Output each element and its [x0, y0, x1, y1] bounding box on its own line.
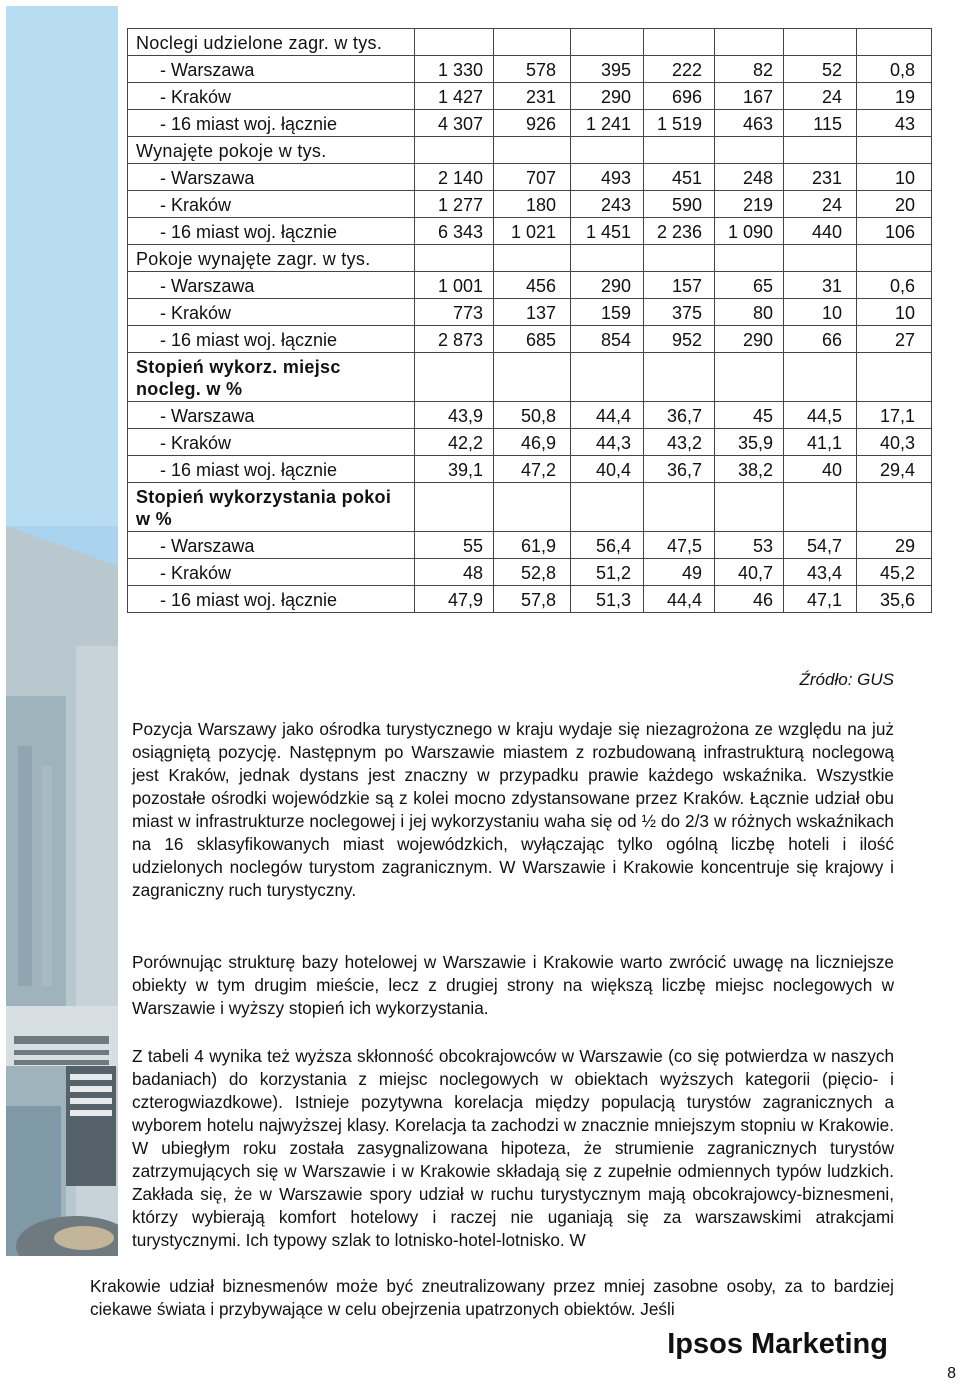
row-label: - Kraków — [128, 299, 415, 326]
table-cell: 24 — [784, 191, 857, 218]
table-row — [128, 326, 932, 353]
empty-cell — [857, 353, 932, 402]
empty-cell — [644, 353, 715, 402]
source-note: Źródło: GUS — [799, 670, 894, 689]
table-cell: 231 — [784, 164, 857, 191]
table-cell: 36,7 — [644, 402, 715, 429]
row-label: - Kraków — [128, 429, 415, 456]
table-row — [128, 429, 932, 456]
table-cell: 578 — [494, 56, 571, 83]
section-title: Pokoje wynajęte zagr. w tys. — [128, 245, 415, 272]
empty-cell — [571, 353, 644, 402]
empty-cell — [784, 245, 857, 272]
empty-cell — [415, 483, 494, 532]
row-label: - 16 miast woj. łącznie — [128, 110, 415, 137]
table-row — [128, 402, 932, 429]
table-cell: 43 — [857, 110, 932, 137]
section-title: Noclegi udzielone zagr. w tys. — [128, 29, 415, 56]
table-section-header — [128, 137, 932, 164]
table-cell: 44,4 — [571, 402, 644, 429]
table-cell: 1 241 — [571, 110, 644, 137]
table-cell: 159 — [571, 299, 644, 326]
table-cell: 27 — [857, 326, 932, 353]
table-cell: 1 519 — [644, 110, 715, 137]
table-cell: 40,4 — [571, 456, 644, 483]
table-row — [128, 559, 932, 586]
table-cell: 47,1 — [784, 586, 857, 613]
table-cell: 43,4 — [784, 559, 857, 586]
table-cell: 52 — [784, 56, 857, 83]
table-cell: 6 343 — [415, 218, 494, 245]
table-row — [128, 299, 932, 326]
table-section-header — [128, 245, 932, 272]
table-row — [128, 191, 932, 218]
empty-cell — [715, 353, 784, 402]
table-cell: 42,2 — [415, 429, 494, 456]
table-row — [128, 56, 932, 83]
table-cell: 685 — [494, 326, 571, 353]
table-cell: 707 — [494, 164, 571, 191]
table-cell: 1 427 — [415, 83, 494, 110]
table-cell: 395 — [571, 56, 644, 83]
table-cell: 44,3 — [571, 429, 644, 456]
table-cell: 696 — [644, 83, 715, 110]
table-cell: 44,5 — [784, 402, 857, 429]
table-cell: 40,7 — [715, 559, 784, 586]
table-cell: 45 — [715, 402, 784, 429]
row-label: - 16 miast woj. łącznie — [128, 326, 415, 353]
empty-cell — [784, 137, 857, 164]
table-cell: 48 — [415, 559, 494, 586]
empty-cell — [571, 137, 644, 164]
table-row — [128, 586, 932, 613]
empty-cell — [415, 245, 494, 272]
empty-cell — [644, 483, 715, 532]
empty-cell — [415, 137, 494, 164]
empty-cell — [857, 483, 932, 532]
table-cell: 17,1 — [857, 402, 932, 429]
table-cell: 290 — [571, 272, 644, 299]
table-cell: 180 — [494, 191, 571, 218]
table-cell: 53 — [715, 532, 784, 559]
table-cell: 590 — [644, 191, 715, 218]
table-cell: 222 — [644, 56, 715, 83]
table-cell: 1 330 — [415, 56, 494, 83]
section-title: Wynajęte pokoje w tys. — [128, 137, 415, 164]
table-cell: 0,6 — [857, 272, 932, 299]
table-cell: 47,2 — [494, 456, 571, 483]
empty-cell — [715, 483, 784, 532]
row-label: - Kraków — [128, 559, 415, 586]
table-cell: 55 — [415, 532, 494, 559]
table-section-header — [128, 483, 932, 532]
empty-cell — [857, 245, 932, 272]
table-row — [128, 110, 932, 137]
table-cell: 926 — [494, 110, 571, 137]
paragraph-1: Pozycja Warszawy jako ośrodka turystycznego w kraju wydaje się niezagrożona ze względu na już osiągniętą pozycję. Następnym po Warszawie miastem z rozbudowaną infrastrukturą noclegową jest Kraków, jednak dystans jest znaczny w przypadku prawie każdego wskaźnika. Wszystkie pozostałe ośrodki wojewódzkie są z kolei mocno zdystansowane przez Kraków. Łącznie udział obu miast w infrastrukturze noclegowej i jej wykorzystaniu waha się od ½ do 2/3 w różnych wskaźnikach na 16 sklasyfikowanych miast wojewódzkich, wyłączając tylko ogólną liczbę hoteli i ilość udzielonych noclegów turystom zagranicznym. W Warszawie i Krakowie koncentruje się krajowy i zagraniczny ruch turystyczny. — [132, 719, 894, 900]
table-cell: 19 — [857, 83, 932, 110]
table-cell: 10 — [857, 299, 932, 326]
table-cell: 54,7 — [784, 532, 857, 559]
row-label: - 16 miast woj. łącznie — [128, 586, 415, 613]
empty-cell — [494, 245, 571, 272]
empty-cell — [644, 137, 715, 164]
table-cell: 20 — [857, 191, 932, 218]
table-cell: 0,8 — [857, 56, 932, 83]
table-cell: 451 — [644, 164, 715, 191]
empty-cell — [784, 353, 857, 402]
table-cell: 44,4 — [644, 586, 715, 613]
table-cell: 463 — [715, 110, 784, 137]
empty-cell — [857, 29, 932, 56]
empty-cell — [571, 245, 644, 272]
table-cell: 2 236 — [644, 218, 715, 245]
paragraph-4: Krakowie udział biznesmenów może być zneutralizowany przez mniej zasobne osoby, za to bardziej ciekawe świata i przybywające w celu obejrzenia upatrzonych obiektów. Jeśli — [90, 1276, 894, 1319]
table-cell: 2 140 — [415, 164, 494, 191]
paragraph-3: Z tabeli 4 wynika też wyższa skłonność obcokrajowców w Warszawie (co się potwierdza w naszych badaniach) do korzystania z miejsc noclegowych w obiektach wyższych kategorii (pięcio- i czterogwiazdkowe). Istnieje pozytywna korelacja między populacją turystów zagranicznych a wyborem hotelu najwyższej klasy. Korelacja ta zachodzi w znacznie mniejszym stopniu w Krakowie. W ubiegłym roku została zasygnalizowana hipoteza, że strumienie zagranicznych turystów zatrzymujących się w Warszawie i w Krakowie składają się z zupełnie odmiennych typów ludzkich. Zakłada się, że w Warszawie spory udział w ruchu turystycznym mają obcokrajowcy-biznesmeni, którzy wybierają komfort hotelowy i raczej nie uganiają się za warszawskimi atrakcjami turystycznymi. Ich typowy szlak to lotnisko-hotel-lotnisko. W — [132, 1046, 894, 1250]
table-row — [128, 83, 932, 110]
table-cell: 456 — [494, 272, 571, 299]
table-cell: 493 — [571, 164, 644, 191]
statistics-table — [127, 28, 932, 613]
table-cell: 243 — [571, 191, 644, 218]
table-cell: 248 — [715, 164, 784, 191]
table-cell: 231 — [494, 83, 571, 110]
empty-cell — [715, 245, 784, 272]
table-cell: 40,3 — [857, 429, 932, 456]
table-cell: 290 — [715, 326, 784, 353]
empty-cell — [571, 483, 644, 532]
empty-cell — [784, 483, 857, 532]
table-section-header — [128, 353, 932, 402]
table-row — [128, 456, 932, 483]
empty-cell — [784, 29, 857, 56]
table-cell: 66 — [784, 326, 857, 353]
table-row — [128, 218, 932, 245]
table-cell: 39,1 — [415, 456, 494, 483]
table-cell: 854 — [571, 326, 644, 353]
row-label: - 16 miast woj. łącznie — [128, 218, 415, 245]
empty-cell — [644, 29, 715, 56]
table-cell: 56,4 — [571, 532, 644, 559]
table-cell: 40 — [784, 456, 857, 483]
table-cell: 57,8 — [494, 586, 571, 613]
table-row — [128, 532, 932, 559]
table-cell: 38,2 — [715, 456, 784, 483]
page-number: 8 — [947, 1365, 956, 1382]
table-cell: 219 — [715, 191, 784, 218]
table-cell: 24 — [784, 83, 857, 110]
table-cell: 1 090 — [715, 218, 784, 245]
table-cell: 29,4 — [857, 456, 932, 483]
table-cell: 290 — [571, 83, 644, 110]
table-cell: 50,8 — [494, 402, 571, 429]
table-cell: 10 — [857, 164, 932, 191]
table-cell: 49 — [644, 559, 715, 586]
table-cell: 36,7 — [644, 456, 715, 483]
table-cell: 1 277 — [415, 191, 494, 218]
row-label: - Warszawa — [128, 164, 415, 191]
table-cell: 35,9 — [715, 429, 784, 456]
table-cell: 46,9 — [494, 429, 571, 456]
empty-cell — [494, 29, 571, 56]
table-cell: 61,9 — [494, 532, 571, 559]
row-label: - Warszawa — [128, 532, 415, 559]
table-cell: 46 — [715, 586, 784, 613]
table-cell: 2 873 — [415, 326, 494, 353]
table-cell: 47,5 — [644, 532, 715, 559]
row-label: - Kraków — [128, 83, 415, 110]
table-cell: 773 — [415, 299, 494, 326]
table-cell: 41,1 — [784, 429, 857, 456]
empty-cell — [715, 29, 784, 56]
table-cell: 31 — [784, 272, 857, 299]
table-cell: 43,9 — [415, 402, 494, 429]
table-cell: 106 — [857, 218, 932, 245]
empty-cell — [494, 137, 571, 164]
table-cell: 10 — [784, 299, 857, 326]
row-label: - Kraków — [128, 191, 415, 218]
table-cell: 440 — [784, 218, 857, 245]
empty-cell — [715, 137, 784, 164]
table-section-header — [128, 29, 932, 56]
table-cell: 29 — [857, 532, 932, 559]
table-cell: 47,9 — [415, 586, 494, 613]
table-cell: 157 — [644, 272, 715, 299]
table-cell: 82 — [715, 56, 784, 83]
table-cell: 952 — [644, 326, 715, 353]
decorative-city-illustration — [6, 6, 118, 1256]
table-cell: 137 — [494, 299, 571, 326]
table-cell: 45,2 — [857, 559, 932, 586]
empty-cell — [494, 353, 571, 402]
empty-cell — [415, 29, 494, 56]
row-label: - Warszawa — [128, 56, 415, 83]
brand-footer: Ipsos Marketing — [667, 1328, 888, 1360]
table-cell: 4 307 — [415, 110, 494, 137]
table-cell: 35,6 — [857, 586, 932, 613]
table-cell: 1 001 — [415, 272, 494, 299]
paragraph-2: Porównując strukturę bazy hotelowej w Warszawie i Krakowie warto zwrócić uwagę na liczniejsze obiekty w tym drugim mieście, lecz z drugiej strony na większą liczbę miejsc noclegowych w Warszawie i wyższy stopień ich wykorzystania. — [132, 952, 894, 1018]
empty-cell — [857, 137, 932, 164]
table-cell: 80 — [715, 299, 784, 326]
table-cell: 115 — [784, 110, 857, 137]
table-cell: 65 — [715, 272, 784, 299]
table-cell: 167 — [715, 83, 784, 110]
empty-cell — [644, 245, 715, 272]
table-cell: 1 451 — [571, 218, 644, 245]
empty-cell — [571, 29, 644, 56]
section-title: Stopień wykorzystania pokoi w % — [128, 483, 415, 532]
table-row — [128, 164, 932, 191]
row-label: - 16 miast woj. łącznie — [128, 456, 415, 483]
table-cell: 51,3 — [571, 586, 644, 613]
table-cell: 375 — [644, 299, 715, 326]
table-cell: 43,2 — [644, 429, 715, 456]
section-title: Stopień wykorz. miejsc nocleg. w % — [128, 353, 415, 402]
empty-cell — [415, 353, 494, 402]
table-cell: 1 021 — [494, 218, 571, 245]
empty-cell — [494, 483, 571, 532]
table-row — [128, 272, 932, 299]
table-cell: 51,2 — [571, 559, 644, 586]
row-label: - Warszawa — [128, 402, 415, 429]
table-cell: 52,8 — [494, 559, 571, 586]
row-label: - Warszawa — [128, 272, 415, 299]
